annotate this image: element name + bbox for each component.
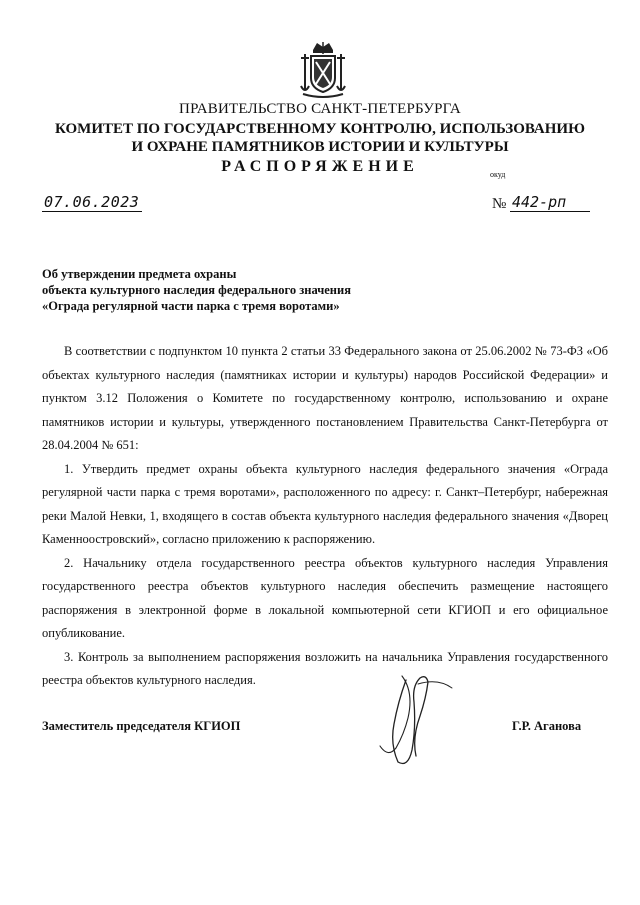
committee-name xyxy=(0,120,640,156)
order-item-2: 2. Начальнику отдела государственного реестра объектов культурного наследия Управления государственного реестра объектов культурного наследия обеспечить размещение настоящего распоряжения в электронной форме в локальной компьютерной сети КГИОП и его официальное опубликование. xyxy=(42,555,608,640)
document-subject xyxy=(42,266,351,314)
okud-label: окуд xyxy=(490,170,506,179)
preamble-paragraph: В соответствии с подпунктом 10 пункта 2 статьи 33 Федерального закона от 25.06.2002 № 73-ФЗ «Об объектах культурного наследия (памятниках истории и культуры) народов Российской Федерации» и пунктом 3.12 Положения о Комитете по государственному контролю, использованию и охране памятников истории и культуры, утвержденного постановлением Правительства Санкт-Петербурга от 28.04.2004 № 651: xyxy=(42,344,608,452)
order-item-1: 1. Утвердить предмет охраны объекта культурного наследия федерального значения «Ограда регулярной части парка с тремя воротами», расположенного по адресу: г. Санкт–Петербург, набережная реки Малой Невки, 1, входящего в состав объекта культурного наследия федерального значения «Дворец Каменноостровский», согласно приложению к распоряжению. xyxy=(42,461,608,546)
document-number: 442-рп xyxy=(510,193,590,212)
order-item-3: 3. Контроль за выполнением распоряжения возложить на начальника Управления государственного реестра объектов культурного наследия. xyxy=(42,649,608,687)
committee-name-line2: И ОХРАНЕ ПАМЯТНИКОВ ИСТОРИИ И КУЛЬТУРЫ xyxy=(131,139,509,155)
subject-line2: объекта культурного наследия федерального значения xyxy=(42,283,351,297)
number-sign: № xyxy=(492,196,507,212)
subject-line1: Об утверждении предмета охраны xyxy=(42,267,237,281)
document-body xyxy=(42,340,608,693)
signatory-title: Заместитель председателя КГИОП xyxy=(42,719,241,733)
document-date: 07.06.2023 xyxy=(42,193,142,212)
signatory-name: Г.Р. Аганова xyxy=(512,719,582,733)
committee-name-line1: КОМИТЕТ ПО ГОСУДАРСТВЕННОМУ КОНТРОЛЮ, ИСПОЛЬЗОВАНИЮ xyxy=(55,121,585,137)
government-name: ПРАВИТЕЛЬСТВО САНКТ-ПЕТЕРБУРГА xyxy=(179,101,461,117)
subject-line3: «Ограда регулярной части парка с тремя воротами» xyxy=(42,299,340,313)
handwritten-signature xyxy=(368,672,458,772)
coat-of-arms-icon xyxy=(297,40,349,100)
document-type-title: РАСПОРЯЖЕНИЕ xyxy=(221,158,419,175)
